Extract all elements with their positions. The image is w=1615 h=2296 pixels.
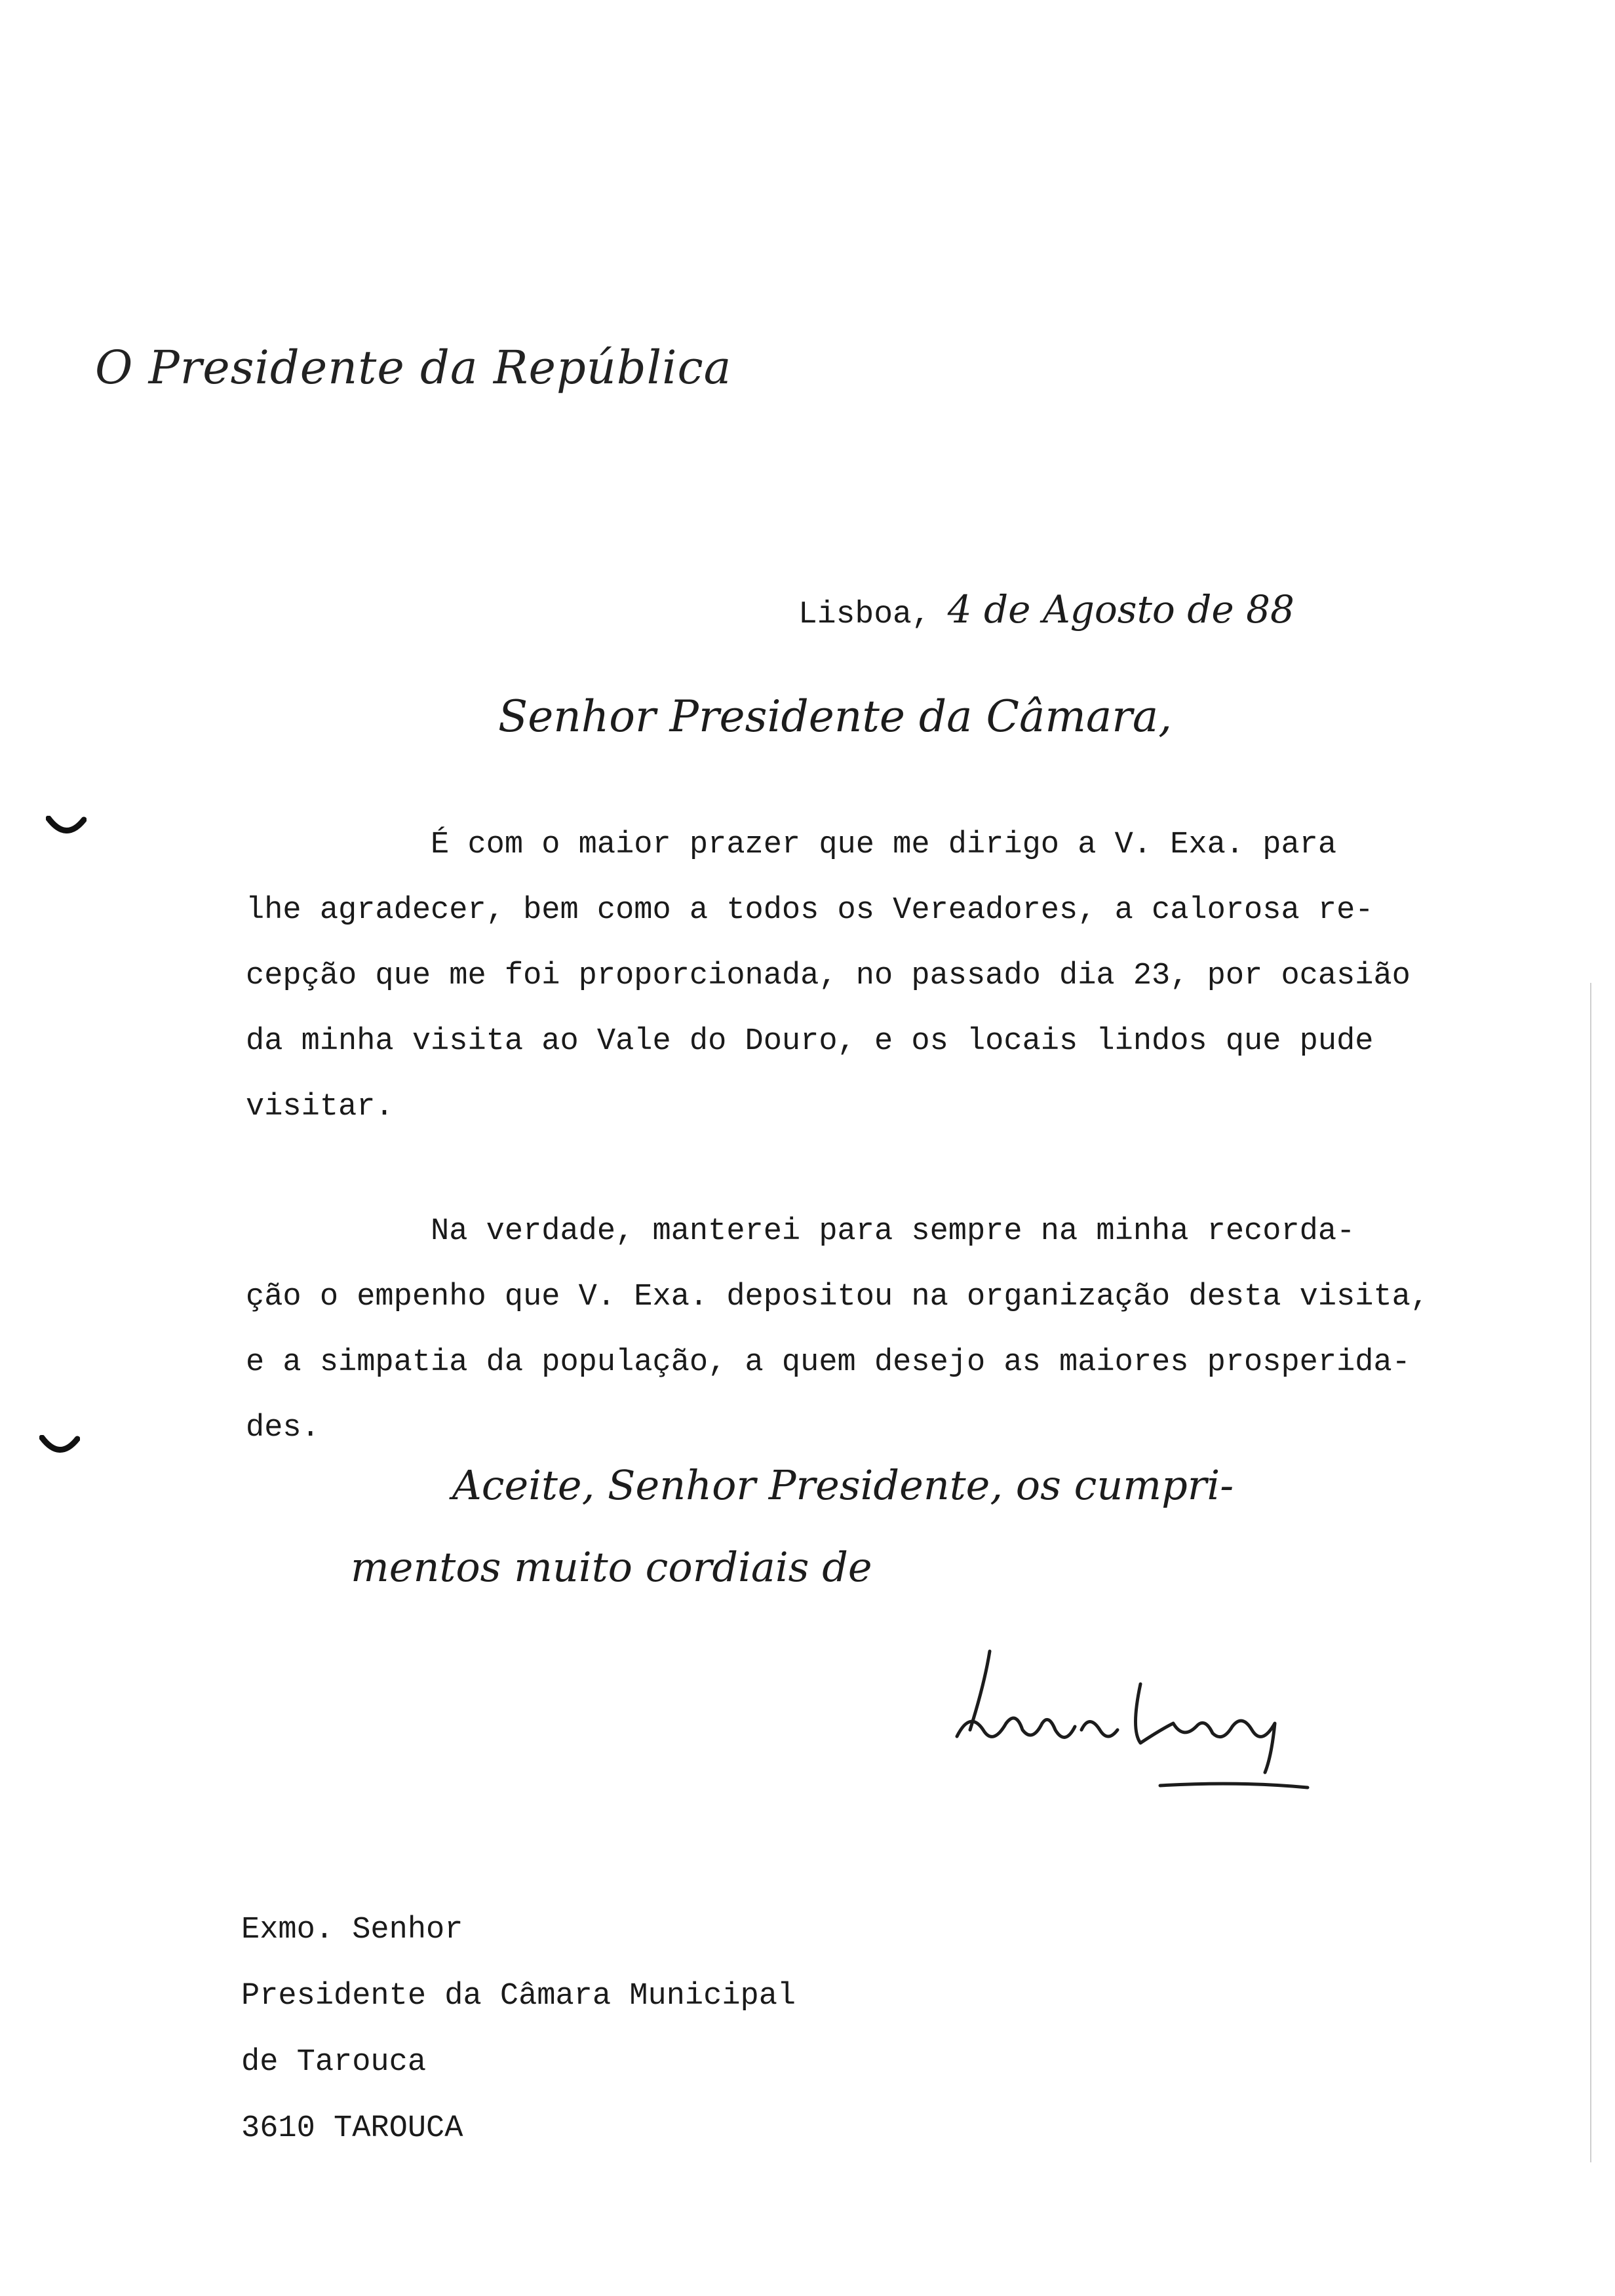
scan-edge-line: [1590, 983, 1591, 2162]
paragraph-line: Na verdade, manterei para sempre na minha recorda-: [246, 1214, 1355, 1249]
body-paragraph-1: [246, 813, 1411, 1140]
paragraph-line: visitar.: [246, 1090, 394, 1124]
address-line: de Tarouca: [241, 2045, 427, 2080]
punch-hole-mark: [39, 1435, 80, 1460]
address-line: Exmo. Senhor: [241, 1913, 463, 1947]
punch-hole-mark: [46, 816, 87, 841]
place-date: [798, 577, 1294, 647]
signature-image: [944, 1632, 1311, 1802]
paragraph-line: da minha visita ao Vale do Douro, e os locais lindos que pude: [246, 1024, 1374, 1059]
paragraph-line: des.: [246, 1411, 320, 1445]
closing-line-2: mentos muito cordiais de: [351, 1543, 872, 1591]
recipient-address: [241, 1897, 796, 2162]
salutation: Senhor Presidente da Câmara,: [498, 691, 1173, 742]
address-line: Presidente da Câmara Municipal: [241, 1979, 796, 2014]
paragraph-line: e a simpatia da população, a quem desejo as maiores prosperida-: [246, 1345, 1411, 1380]
closing-line-1: Aceite, Senhor Presidente, os cumpri-: [452, 1461, 1234, 1509]
paragraph-line: ção o empenho que V. Exa. depositou na organização desta visita,: [246, 1280, 1430, 1314]
address-line: 3610 TAROUCA: [241, 2111, 463, 2146]
paragraph-line: lhe agradecer, bem como a todos os Vereadores, a calorosa re-: [246, 893, 1374, 928]
paragraph-line: É com o maior prazer que me dirigo a V. Exa. para: [246, 828, 1337, 862]
place-label: Lisboa,: [798, 597, 931, 632]
body-paragraph-2: [246, 1199, 1429, 1461]
paragraph-line: cepção que me foi proporcionada, no passado dia 23, por ocasião: [246, 959, 1411, 993]
letterhead-title: O Presidente da República: [95, 341, 732, 394]
handwritten-date: 4 de Agosto de 88: [947, 587, 1294, 632]
